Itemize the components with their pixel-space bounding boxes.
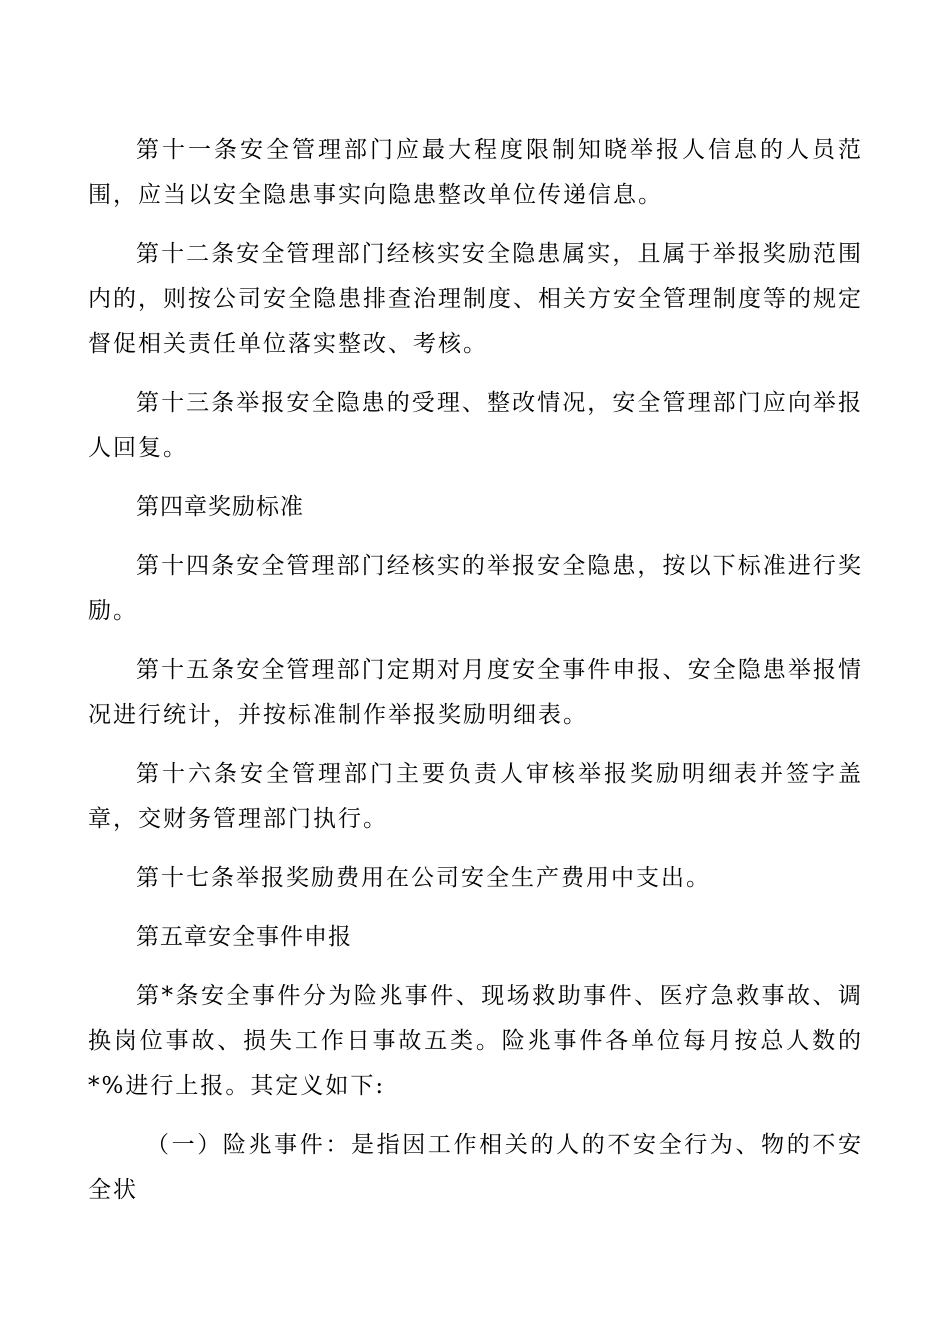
article-12: 第十二条安全管理部门经核实安全隐患属实，且属于举报奖励范围内的，则按公司安全隐患排查治理制度、相关方安全管理制度等的规定督促相关责任单位落实整改、考核。 xyxy=(88,241,863,357)
article-11: 第十一条安全管理部门应最大程度限制知晓举报人信息的人员范围，应当以安全隐患事实向隐患整改单位传递信息。 xyxy=(88,137,863,208)
article-16: 第十六条安全管理部门主要负责人审核举报奖励明细表并签字盖章，交财务管理部门执行。 xyxy=(88,761,863,832)
article-star: 第*条安全事件分为险兆事件、现场救助事件、医疗急救事故、调换岗位事故、损失工作日事故五类。险兆事件各单位每月按总人数的*%进行上报。其定义如下: xyxy=(88,983,863,1099)
article-17: 第十七条举报奖励费用在公司安全生产费用中支出。 xyxy=(136,865,711,891)
item-1: （一）险兆事件：是指因工作相关的人的不安全行为、物的不安全状 xyxy=(88,1132,863,1203)
article-13: 第十三条举报安全隐患的受理、整改情况，安全管理部门应向举报人回复。 xyxy=(88,390,863,461)
chapter-5-heading: 第五章安全事件申报 xyxy=(136,924,352,950)
article-15: 第十五条安全管理部门定期对月度安全事件申报、安全隐患举报情况进行统计，并按标准制作举报奖励明细表。 xyxy=(88,657,863,728)
chapter-4-heading: 第四章奖励标准 xyxy=(136,494,304,520)
document-page xyxy=(88,128,863,1227)
article-14: 第十四条安全管理部门经核实的举报安全隐患，按以下标准进行奖励。 xyxy=(88,553,863,624)
